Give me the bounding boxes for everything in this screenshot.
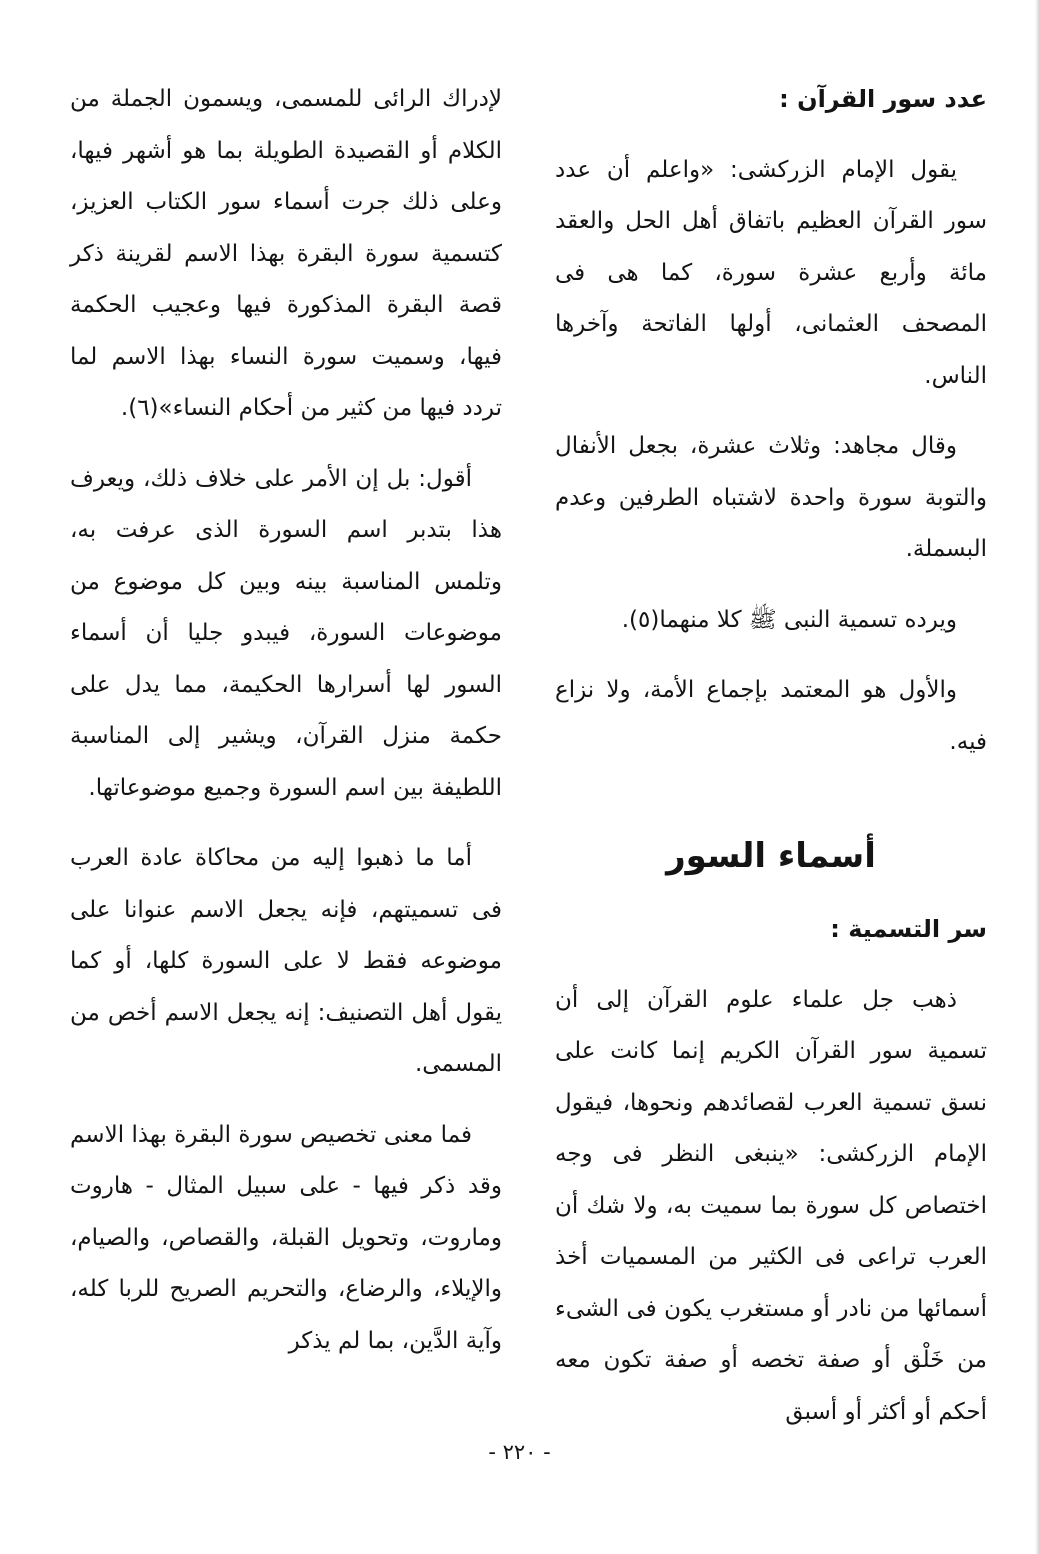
paragraph: أما ما ذهبوا إليه من محاكاة عادة العرب فى تسميتهم، فإنه يجعل الاسم عنوانا على موضوعه فقط لا على السورة كلها، أو كما يقول أهل التصنيف: إنه يجعل الاسم أخص من المسمى.: [70, 845, 502, 1077]
chapter-title: أسماء السور: [666, 836, 876, 876]
paragraph: وقال مجاهد: وثلاث عشرة، بجعل الأنفال والتوبة سورة واحدة لاشتباه الطرفين وعدم البسملة.: [555, 433, 987, 562]
section-heading-sura-count: عدد سور القرآن :: [779, 85, 987, 113]
left-column: [70, 74, 502, 1386]
right-column: [555, 74, 987, 1457]
page-edge-shadow: [1035, 0, 1039, 1554]
paragraph: لإدراك الرائى للمسمى، ويسمون الجملة من الكلام أو القصيدة الطويلة بما هو أشهر فيها، وعلى ذلك جرت أسماء سور الكتاب العزيز، كتسمية سورة البقرة بهذا الاسم لقرينة ذكر قصة البقرة المذكورة فيها وعجيب الحكمة فيها، وسميت سورة النساء بهذا الاسم لما تردد فيها من كثير من أحكام النساء»(٦).: [70, 86, 502, 421]
paragraph: فما معنى تخصيص سورة البقرة بهذا الاسم وقد ذكر فيها - على سبيل المثال - هاروت وماروت، وتحويل القبلة، والقصاص، والصيام، والإيلاء، والرضاع، والتحريم الصريح للربا كله، وآية الدَّين، بما لم يذكر: [70, 1121, 502, 1354]
section-heading-naming-secret: سر التسمية :: [830, 915, 987, 943]
paragraph: يقول الإمام الزركشى: «واعلم أن عدد سور القرآن العظيم باتفاق أهل الحل والعقد مائة وأربع عشرة سورة، كما هى فى المصحف العثمانى، أولها الفاتحة وآخرها الناس.: [555, 156, 987, 389]
page-number: - ٢٢٠ -: [488, 1440, 551, 1464]
paragraph: ذهب جل علماء علوم القرآن إلى أن تسمية سور القرآن الكريم إنما كانت على نسق تسمية العرب لقصائدهم ونحوها، فيقول الإمام الزركشى: «ينبغى النظر فى وجه اختصاص كل سورة بما سميت به، ولا شك أن العرب تراعى فى الكثير من المسميات أخذ أسمائها من نادر أو مستغرب يكون فى الشىء من خَلْق أو صفة تخصه أو صفة تكون معه أحكم أو أكثر أو أسبق: [555, 986, 987, 1425]
paragraph: أقول: بل إن الأمر على خلاف ذلك، ويعرف هذا بتدبر اسم السورة الذى عرفت به، وتلمس المناسبة بينه وبين كل موضوع من موضوعات السورة، فيبدو جليا أن أسماء السور لها أسرارها الحكيمة، مما يدل على حكمة منزل القرآن، ويشير إلى المناسبة اللطيفة بين اسم السورة وجميع موضوعاتها.: [70, 465, 502, 801]
paragraph: والأول هو المعتمد بإجماع الأمة، ولا نزاع فيه.: [555, 677, 987, 755]
paragraph: ويرده تسمية النبى ﷺ كلا منهما(٥).: [621, 606, 957, 633]
